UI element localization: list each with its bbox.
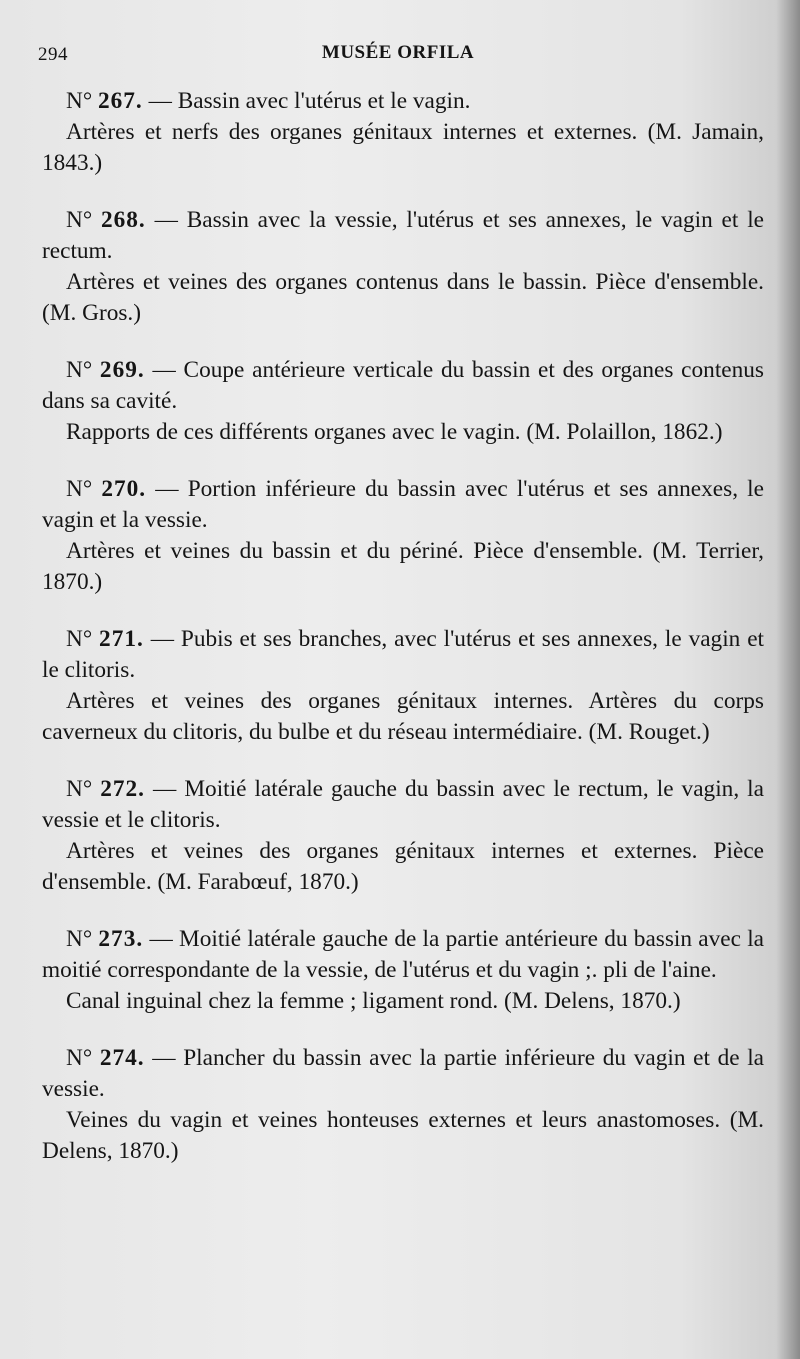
entry-heading bbox=[42, 1043, 764, 1105]
catalog-entry bbox=[42, 205, 764, 329]
entry-heading bbox=[42, 86, 764, 117]
catalog-entry bbox=[42, 924, 764, 1017]
entry-number-prefix: N° bbox=[66, 626, 93, 652]
entry-number: 270. bbox=[101, 476, 147, 502]
entry-title: — Bassin avec la vessie, l'utérus et ses annexes, le vagin et le rectum. bbox=[42, 207, 765, 264]
entry-number: 272. bbox=[100, 776, 145, 802]
entry-number: 274. bbox=[99, 1045, 145, 1071]
entry-title: — Moitié latérale gauche du bassin avec le rectum, le vagin, la vessie et le clitoris. bbox=[42, 776, 764, 833]
catalog-entries bbox=[42, 86, 764, 1193]
entry-title: — Plancher du bassin avec la partie inférieure du vagin et de la vessie. bbox=[42, 1045, 765, 1102]
page-header bbox=[38, 40, 758, 70]
entry-title: — Coupe antérieure verticale du bassin et des organes contenus dans sa cavité. bbox=[42, 357, 764, 414]
entry-number-prefix: N° bbox=[66, 1045, 93, 1071]
entry-number-prefix: N° bbox=[66, 207, 93, 233]
entry-description: Artères et veines des organes génitaux internes et externes. Pièce d'ensemble. (M. Farabœuf, 1870.) bbox=[42, 838, 764, 895]
entry-number: 269. bbox=[99, 357, 145, 383]
entry-description: Veines du vagin et veines honteuses externes et leurs anastomoses. (M. Delens, 1870.) bbox=[42, 1107, 764, 1164]
entry-title: — Portion inférieure du bassin avec l'utérus et ses annexes, le vagin et la vessie. bbox=[42, 476, 764, 533]
catalog-entry bbox=[42, 774, 764, 898]
entry-heading bbox=[42, 355, 764, 417]
entry-description: Artères et nerfs des organes génitaux internes et externes. (M. Jamain, 1843.) bbox=[42, 119, 764, 176]
entry-description: Artères et veines des organes contenus dans le bassin. Pièce d'ensemble. (M. Gros.) bbox=[42, 269, 764, 326]
catalog-entry bbox=[42, 355, 764, 448]
entry-number-prefix: N° bbox=[66, 357, 93, 383]
entry-number: 267. bbox=[97, 88, 143, 114]
entry-heading bbox=[42, 205, 764, 267]
entry-number: 268. bbox=[100, 207, 146, 233]
entry-heading bbox=[42, 774, 764, 836]
entry-description: Artères et veines des organes génitaux internes. Artères du corps caverneux du clitoris, du bulbe et du réseau intermédiaire. (M. Rouget.) bbox=[42, 688, 764, 745]
entry-number: 273. bbox=[98, 926, 144, 952]
catalog-entry bbox=[42, 86, 764, 179]
entry-title: — Bassin avec l'utérus et le vagin. bbox=[148, 88, 471, 114]
entry-number-prefix: N° bbox=[66, 926, 93, 952]
entry-heading bbox=[42, 474, 764, 536]
entry-number-prefix: N° bbox=[66, 88, 93, 114]
entry-heading bbox=[42, 924, 764, 986]
entry-number-prefix: N° bbox=[66, 776, 93, 802]
entry-description: Rapports de ces différents organes avec le vagin. (M. Polaillon, 1862.) bbox=[66, 419, 723, 445]
catalog-entry bbox=[42, 1043, 764, 1167]
entry-title: — Pubis et ses branches, avec l'utérus et ses annexes, le vagin et le clitoris. bbox=[42, 626, 765, 683]
entry-number-prefix: N° bbox=[66, 476, 93, 502]
running-title: MUSÉE ORFILA bbox=[321, 42, 475, 63]
catalog-entry bbox=[42, 474, 764, 598]
entry-description: Canal inguinal chez la femme ; ligament rond. (M. Delens, 1870.) bbox=[66, 988, 681, 1014]
entry-heading bbox=[42, 624, 764, 686]
entry-description: Artères et veines du bassin et du périné. Pièce d'ensemble. (M. Terrier, 1870.) bbox=[42, 538, 764, 595]
page-number: 294 bbox=[38, 44, 68, 65]
entry-title: — Moitié latérale gauche de la partie antérieure du bassin avec la moitié correspondante de la vessie, de l'utérus et du vagin ;. pli de l'aine. bbox=[42, 926, 765, 983]
entry-number: 271. bbox=[99, 626, 144, 652]
catalog-entry bbox=[42, 624, 764, 748]
